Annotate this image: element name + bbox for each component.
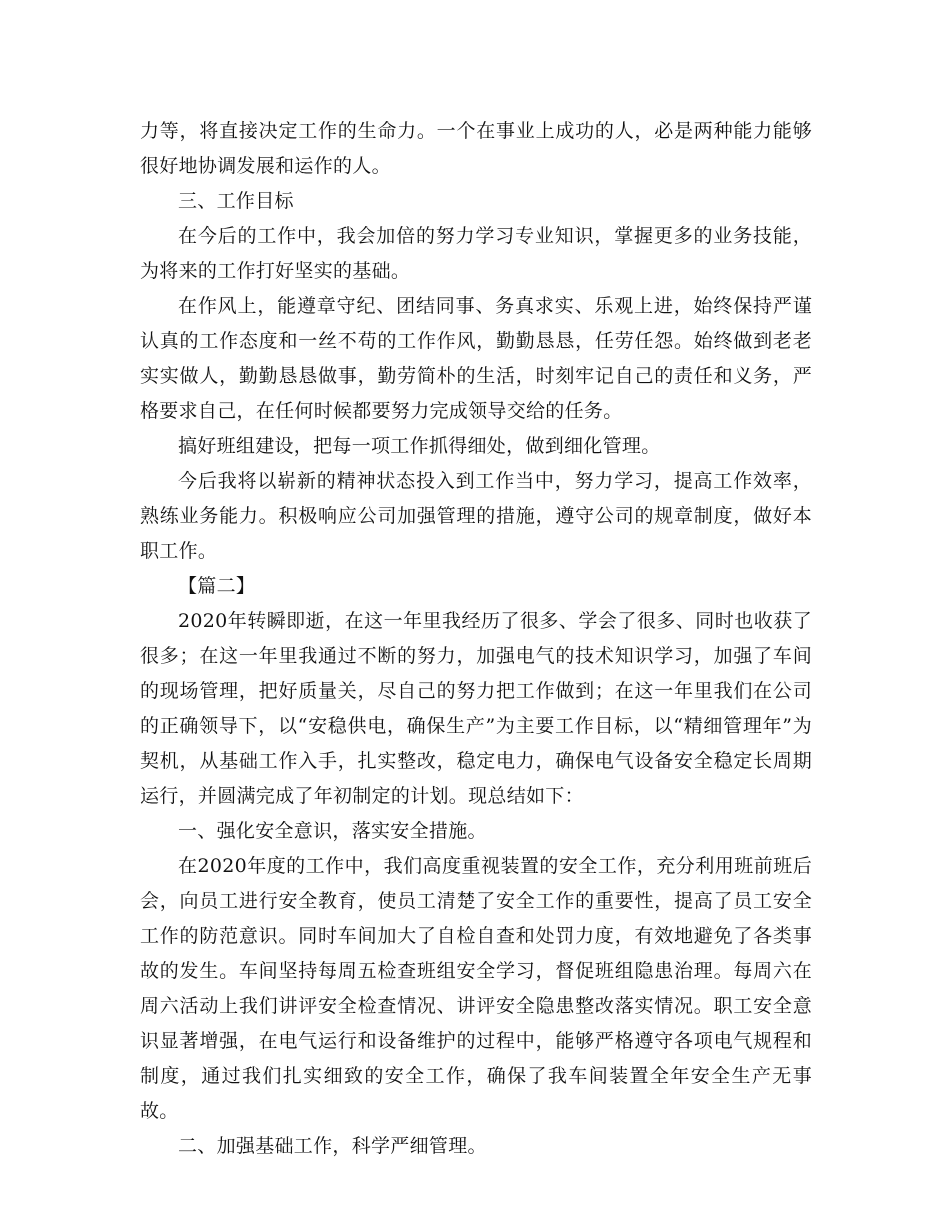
paragraph-future-study: 在今后的工作中，我会加倍的努力学习专业知识，掌握更多的业务技能，为将来的工作打好坚实的基础。 xyxy=(140,225,812,282)
section-heading-part-two: 【篇二】 xyxy=(178,575,256,597)
paragraph-year-summary: 2020年转瞬即逝，在这一年里我经历了很多、学会了很多、同时也收获了很多；在这一年里我通过不断的努力，加强电气的技术知识学习，加强了车间的现场管理，把好质量关，尽自己的努力把工作做到；在这一年里我们在公司的正确领导下，以“安稳供电，确保生产”为主要工作目标，以“精细管理年”为契机，从基础工作入手，扎实整改，稳定电力，确保电气设备安全稳定长周期运行，并圆满完成了年初制定的计划。现总结如下： xyxy=(140,610,812,807)
paragraph-team-building: 搞好班组建设，把每一项工作抓得细处，做到细化管理。 xyxy=(178,435,661,457)
paragraph-future-commitment: 今后我将以崭新的精神状态投入到工作当中，努力学习，提高工作效率，熟练业务能力。积极响应公司加强管理的措施，遵守公司的规章制度，做好本职工作。 xyxy=(140,470,812,562)
document-body xyxy=(140,114,812,1164)
paragraph-safety-work: 在2020年度的工作中，我们高度重视装置的安全工作，充分利用班前班后会，向员工进行安全教育，使员工清楚了安全工作的重要性，提高了员工安全工作的防范意识。同时车间加大了自检自查和处罚力度，有效地避免了各类事故的发生。车间坚持每周五检查班组安全学习，督促班组隐患治理。每周六在周六活动上我们讲评安全检查情况、讲评安全隐患整改落实情况。职工安全意识显著增强，在电气运行和设备维护的过程中，能够严格遵守各项电气规程和制度，通过我们扎实细致的安全工作，确保了我车间装置全年安全生产无事故。 xyxy=(140,855,812,1122)
section-heading-work-goals: 三、工作目标 xyxy=(178,190,294,212)
paragraph-work-style: 在作风上，能遵章守纪、团结同事、务真求实、乐观上进，始终保持严谨认真的工作态度和一丝不苟的工作作风，勤勤恳恳，任劳任怨。始终做到老老实实做人，勤勤恳恳做事，勤劳简朴的生活，时刻牢记自己的责任和义务，严格要求自己，在任何时候都要努力完成领导交给的任务。 xyxy=(140,295,812,422)
section-heading-safety-awareness: 一、强化安全意识，落实安全措施。 xyxy=(178,820,487,842)
section-heading-basic-work: 二、加强基础工作，科学严细管理。 xyxy=(178,1135,487,1157)
paragraph-continuation: 力等，将直接决定工作的生命力。一个在事业上成功的人，必是两种能力能够很好地协调发展和运作的人。 xyxy=(140,120,812,177)
